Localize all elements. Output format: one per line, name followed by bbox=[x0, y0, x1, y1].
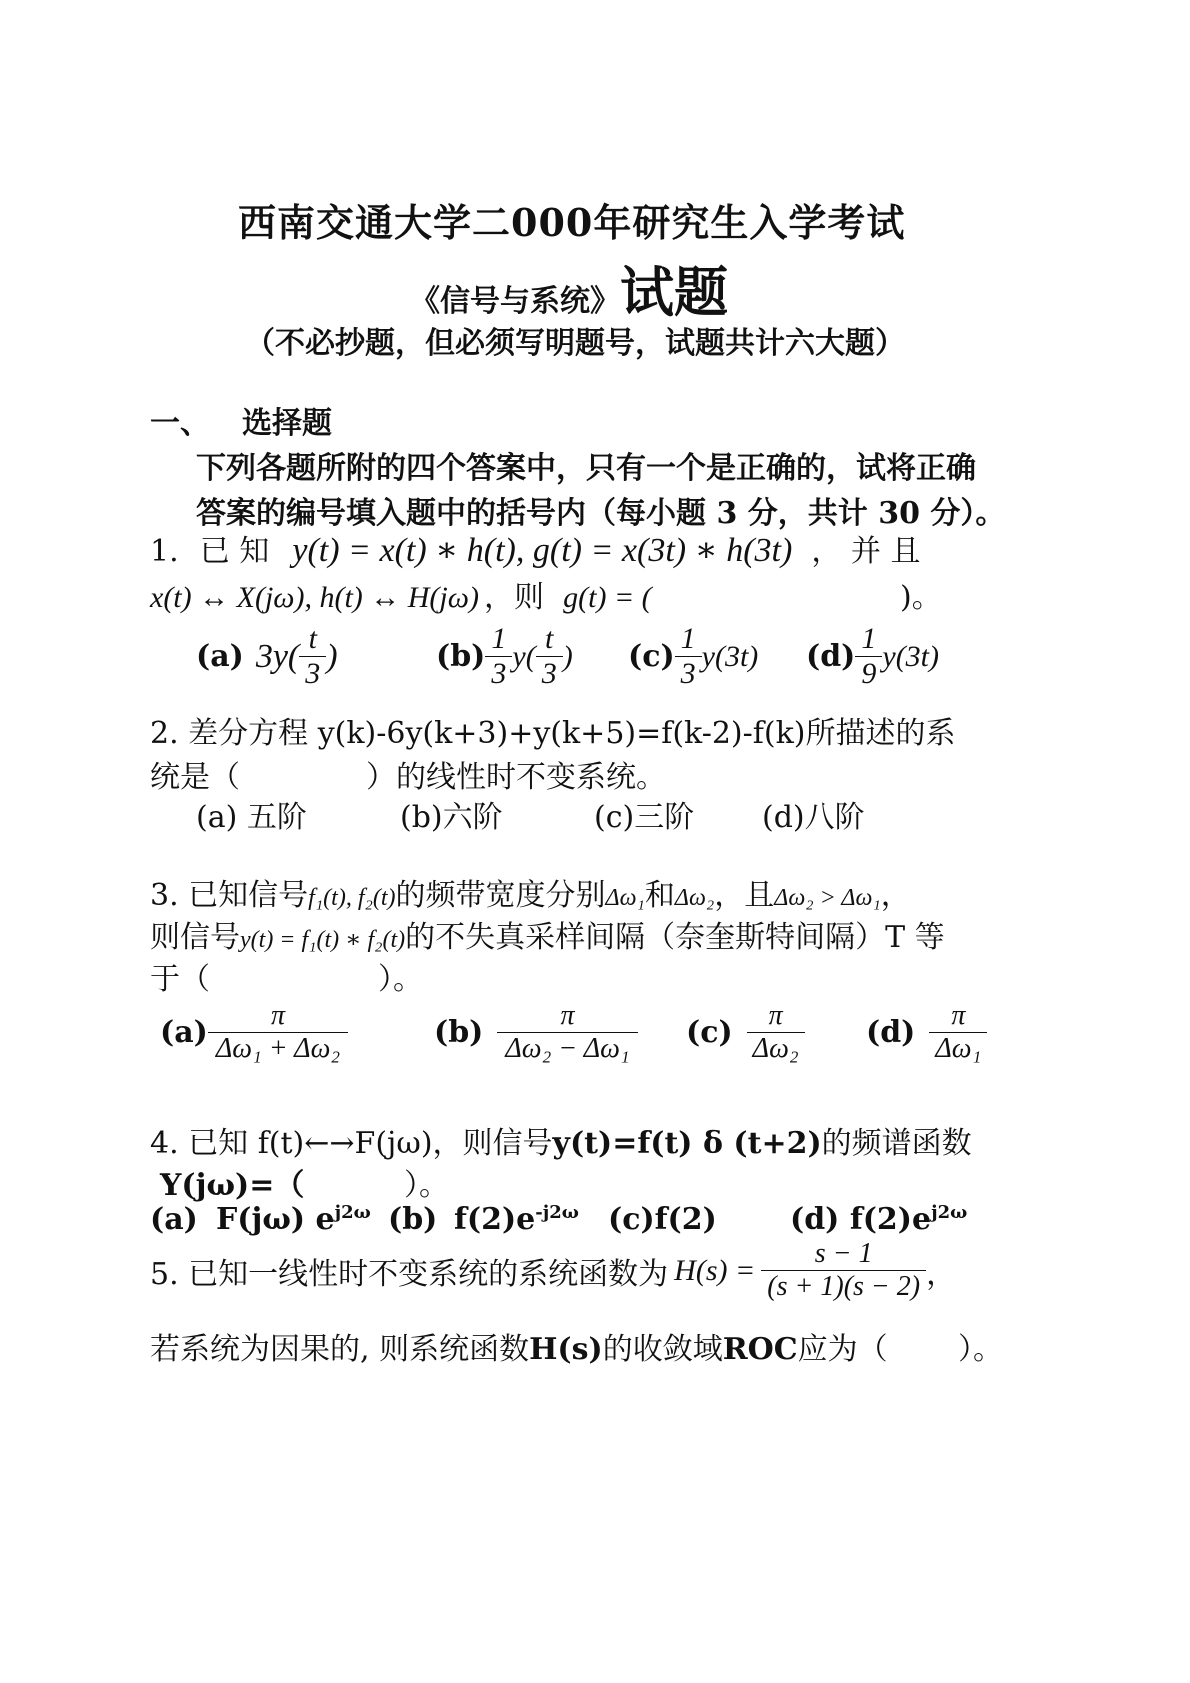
q4-option-d-exp: j2ω bbox=[931, 1202, 968, 1223]
q1-ask: g(t) = ( bbox=[563, 581, 652, 614]
q3-l2-a: 则信号 bbox=[150, 920, 240, 955]
q4-l2-close: ）。 bbox=[404, 1168, 449, 1203]
q1-c-num: 1 bbox=[680, 622, 696, 655]
q3-line-2 bbox=[150, 912, 945, 956]
q4-l2-open: Y(jω)=（ bbox=[160, 1168, 305, 1203]
q1-line-1 bbox=[150, 526, 920, 570]
q4-option-d-base: f(2)e bbox=[849, 1202, 932, 1237]
q2-option-c: (c)三阶 bbox=[594, 800, 695, 835]
q5-l1-a: 5. 已知一线性时不变系统的系统函数为 bbox=[150, 1256, 669, 1292]
q5-l2-c: 的收敛域 bbox=[602, 1332, 723, 1367]
q3-option-a-frac bbox=[208, 1000, 348, 1065]
q3-l1-m3: Δω₂ bbox=[674, 885, 715, 911]
q3-b-num: π bbox=[560, 1000, 575, 1031]
q1-and: ， 并 且 bbox=[811, 534, 921, 569]
q3-l3-open: 于（ bbox=[150, 962, 210, 997]
q5-l1-end: ， bbox=[926, 1256, 957, 1292]
q3-l1-e: ， bbox=[880, 878, 911, 913]
q4-option-b-exp: -j2ω bbox=[535, 1202, 579, 1223]
q1-option-b-mid: y( bbox=[512, 639, 536, 673]
q1-then: ，则 bbox=[484, 580, 545, 615]
q4-option-a bbox=[216, 1202, 371, 1237]
q3-l1-a: 3. 已知信号 bbox=[150, 878, 309, 913]
q1-option-b bbox=[436, 622, 573, 691]
q3-l2-b: 的不失真采样间隔（奈奎斯特间隔）T 等 bbox=[405, 920, 945, 955]
q1-option-a bbox=[196, 622, 338, 691]
q3-a-den: Δω₁ + Δω₂ bbox=[208, 1032, 348, 1065]
exam-word: 试题 bbox=[620, 260, 728, 324]
q3-option-c-frac bbox=[747, 1000, 805, 1065]
q4-line-1 bbox=[150, 1118, 972, 1162]
q5-l2-e: 应为（ bbox=[797, 1332, 888, 1367]
q1-known: 已 知 bbox=[199, 534, 270, 569]
q4-option-c: (c)f(2) bbox=[608, 1202, 717, 1237]
q3-c-den: Δω₂ bbox=[747, 1032, 805, 1065]
q1-close: )。 bbox=[900, 580, 942, 615]
q3-l1-c: 和 bbox=[644, 878, 675, 913]
q1-option-b-frac bbox=[536, 622, 563, 691]
q5-frac bbox=[761, 1238, 926, 1303]
q5-line-2 bbox=[150, 1324, 888, 1368]
q1-option-d-post: y(3t) bbox=[882, 639, 940, 673]
q5-den: (s + 1)(s − 2) bbox=[761, 1270, 926, 1303]
q1-b-den: 3 bbox=[536, 656, 563, 691]
q4-option-b bbox=[454, 1202, 579, 1237]
q3-option-a bbox=[160, 1000, 348, 1065]
q4-l1-b: y(t)=f(t) δ (t+2) bbox=[552, 1126, 822, 1161]
q3-option-b-label: (b) bbox=[434, 1015, 484, 1050]
q3-line-1 bbox=[150, 870, 911, 914]
q3-option-c bbox=[686, 1000, 805, 1065]
q4-option-a-base: F(jω) e bbox=[216, 1202, 335, 1237]
q1-b-num: t bbox=[545, 622, 554, 655]
q5-l2-b: H(s) bbox=[529, 1332, 603, 1367]
q3-l1-m1: f₁(t), f₂(t) bbox=[308, 885, 396, 911]
q1-number: 1. bbox=[150, 534, 179, 569]
q4-option-b-base: f(2)e bbox=[454, 1202, 536, 1237]
exam-title: 西南交通大学二000年研究生入学考试 bbox=[238, 200, 906, 245]
q1-option-a-post: ) bbox=[326, 637, 338, 675]
q1-option-c-frac bbox=[675, 622, 702, 691]
course-name: 《信号与系统》 bbox=[410, 284, 620, 319]
q5-num: s − 1 bbox=[814, 1238, 873, 1269]
q1-option-d bbox=[806, 622, 939, 691]
q5-l2-close: ）。 bbox=[958, 1332, 1003, 1367]
q1-d-den: 9 bbox=[855, 656, 882, 691]
instruction-line-2: 答案的编号填入题中的括号内（每小题 3 分，共计 30 分）。 bbox=[196, 496, 1006, 531]
section-heading: 选择题 bbox=[242, 406, 332, 441]
q3-option-b-frac bbox=[497, 1000, 637, 1065]
q1-option-a-frac bbox=[299, 622, 326, 691]
q4-l1-a: 4. 已知 f(t)←→F(jω)，则信号 bbox=[150, 1126, 553, 1161]
q4-l1-c: 的频谱函数 bbox=[821, 1126, 972, 1161]
q3-option-c-label: (c) bbox=[686, 1015, 733, 1050]
q1-option-a-pre: 3y( bbox=[255, 637, 300, 675]
q4-option-a-exp: j2ω bbox=[334, 1202, 371, 1223]
q3-option-a-label: (a) bbox=[160, 1015, 208, 1050]
q1-option-a-label: (a) bbox=[196, 639, 244, 674]
q3-l1-d: ，且 bbox=[714, 878, 775, 913]
q1-option-d-frac bbox=[855, 622, 882, 691]
q2-line-2-rest: ）的线性时不变系统。 bbox=[366, 760, 666, 795]
q1-option-d-label: (d) bbox=[806, 639, 856, 674]
q1-b-coef-num: 1 bbox=[491, 622, 507, 655]
q3-option-b bbox=[434, 1000, 638, 1065]
q2-line-1: 2. 差分方程 y(k)-6y(k+3)+y(k+5)=f(k-2)-f(k)所描述的系 bbox=[150, 716, 956, 751]
q4-option-a-label: (a) bbox=[150, 1202, 198, 1237]
q1-option-b-post: ) bbox=[562, 639, 573, 673]
course-title bbox=[410, 250, 728, 327]
q2-option-b: (b)六阶 bbox=[400, 800, 503, 835]
q5-h: H(s) = bbox=[674, 1253, 756, 1287]
q3-a-num: π bbox=[270, 1000, 285, 1031]
exam-note: （不必抄题，但必须写明题号，试题共计六大题） bbox=[245, 326, 905, 361]
q1-equation-1: y(t) = x(t) ∗ h(t), g(t) = x(3t) ∗ h(3t) bbox=[292, 532, 793, 569]
q3-d-den: Δω₁ bbox=[929, 1032, 987, 1065]
q3-d-num: π bbox=[951, 1000, 966, 1031]
q1-option-c bbox=[628, 622, 758, 691]
q3-l2-m: y(t) = f₁(t) ∗ f₂(t) bbox=[240, 927, 406, 953]
q5-l2-d: ROC bbox=[722, 1332, 798, 1367]
q1-a-den: 3 bbox=[299, 656, 326, 691]
q1-option-b-coef bbox=[485, 622, 512, 691]
q3-l1-m4: Δω₂ > Δω₁ bbox=[774, 885, 881, 911]
q3-c-num: π bbox=[768, 1000, 783, 1031]
q3-option-d-frac bbox=[929, 1000, 987, 1065]
q2-option-d: (d)八阶 bbox=[762, 800, 865, 835]
q1-equation-2: x(t) ↔ X(jω), h(t) ↔ H(jω) bbox=[150, 581, 479, 614]
q1-a-num: t bbox=[308, 622, 317, 655]
q1-option-b-label: (b) bbox=[436, 639, 486, 674]
q3-b-den: Δω₂ − Δω₁ bbox=[497, 1032, 637, 1065]
q1-line-2 bbox=[150, 572, 652, 616]
q1-c-den: 3 bbox=[675, 656, 702, 691]
q4-option-d bbox=[790, 1202, 967, 1237]
q1-d-num: 1 bbox=[861, 622, 877, 655]
q1-b-coef-den: 3 bbox=[485, 656, 512, 691]
q2-blank-open: 统是（ bbox=[150, 760, 240, 795]
q4-option-d-label: (d) bbox=[790, 1202, 840, 1237]
q1-option-c-post: y(3t) bbox=[701, 639, 759, 673]
q3-option-d-label: (d) bbox=[866, 1015, 916, 1050]
q2-option-a: (a) 五阶 bbox=[196, 800, 307, 835]
instruction-line-1: 下列各题所附的四个答案中，只有一个是正确的，试将正确 bbox=[196, 451, 976, 486]
q3-l3-close: ）。 bbox=[378, 962, 423, 997]
q4-option-b-label: (b) bbox=[388, 1202, 438, 1237]
section-number: 一、 bbox=[150, 406, 210, 441]
q5-l2-a: 若系统为因果的, 则系统函数 bbox=[150, 1332, 530, 1367]
q3-l1-m2: Δω₁ bbox=[605, 885, 645, 911]
q3-l1-b: 的频带宽度分别 bbox=[395, 878, 606, 913]
q5-line-1 bbox=[150, 1238, 956, 1303]
q1-option-c-label: (c) bbox=[628, 639, 675, 674]
q3-option-d bbox=[866, 1000, 987, 1065]
